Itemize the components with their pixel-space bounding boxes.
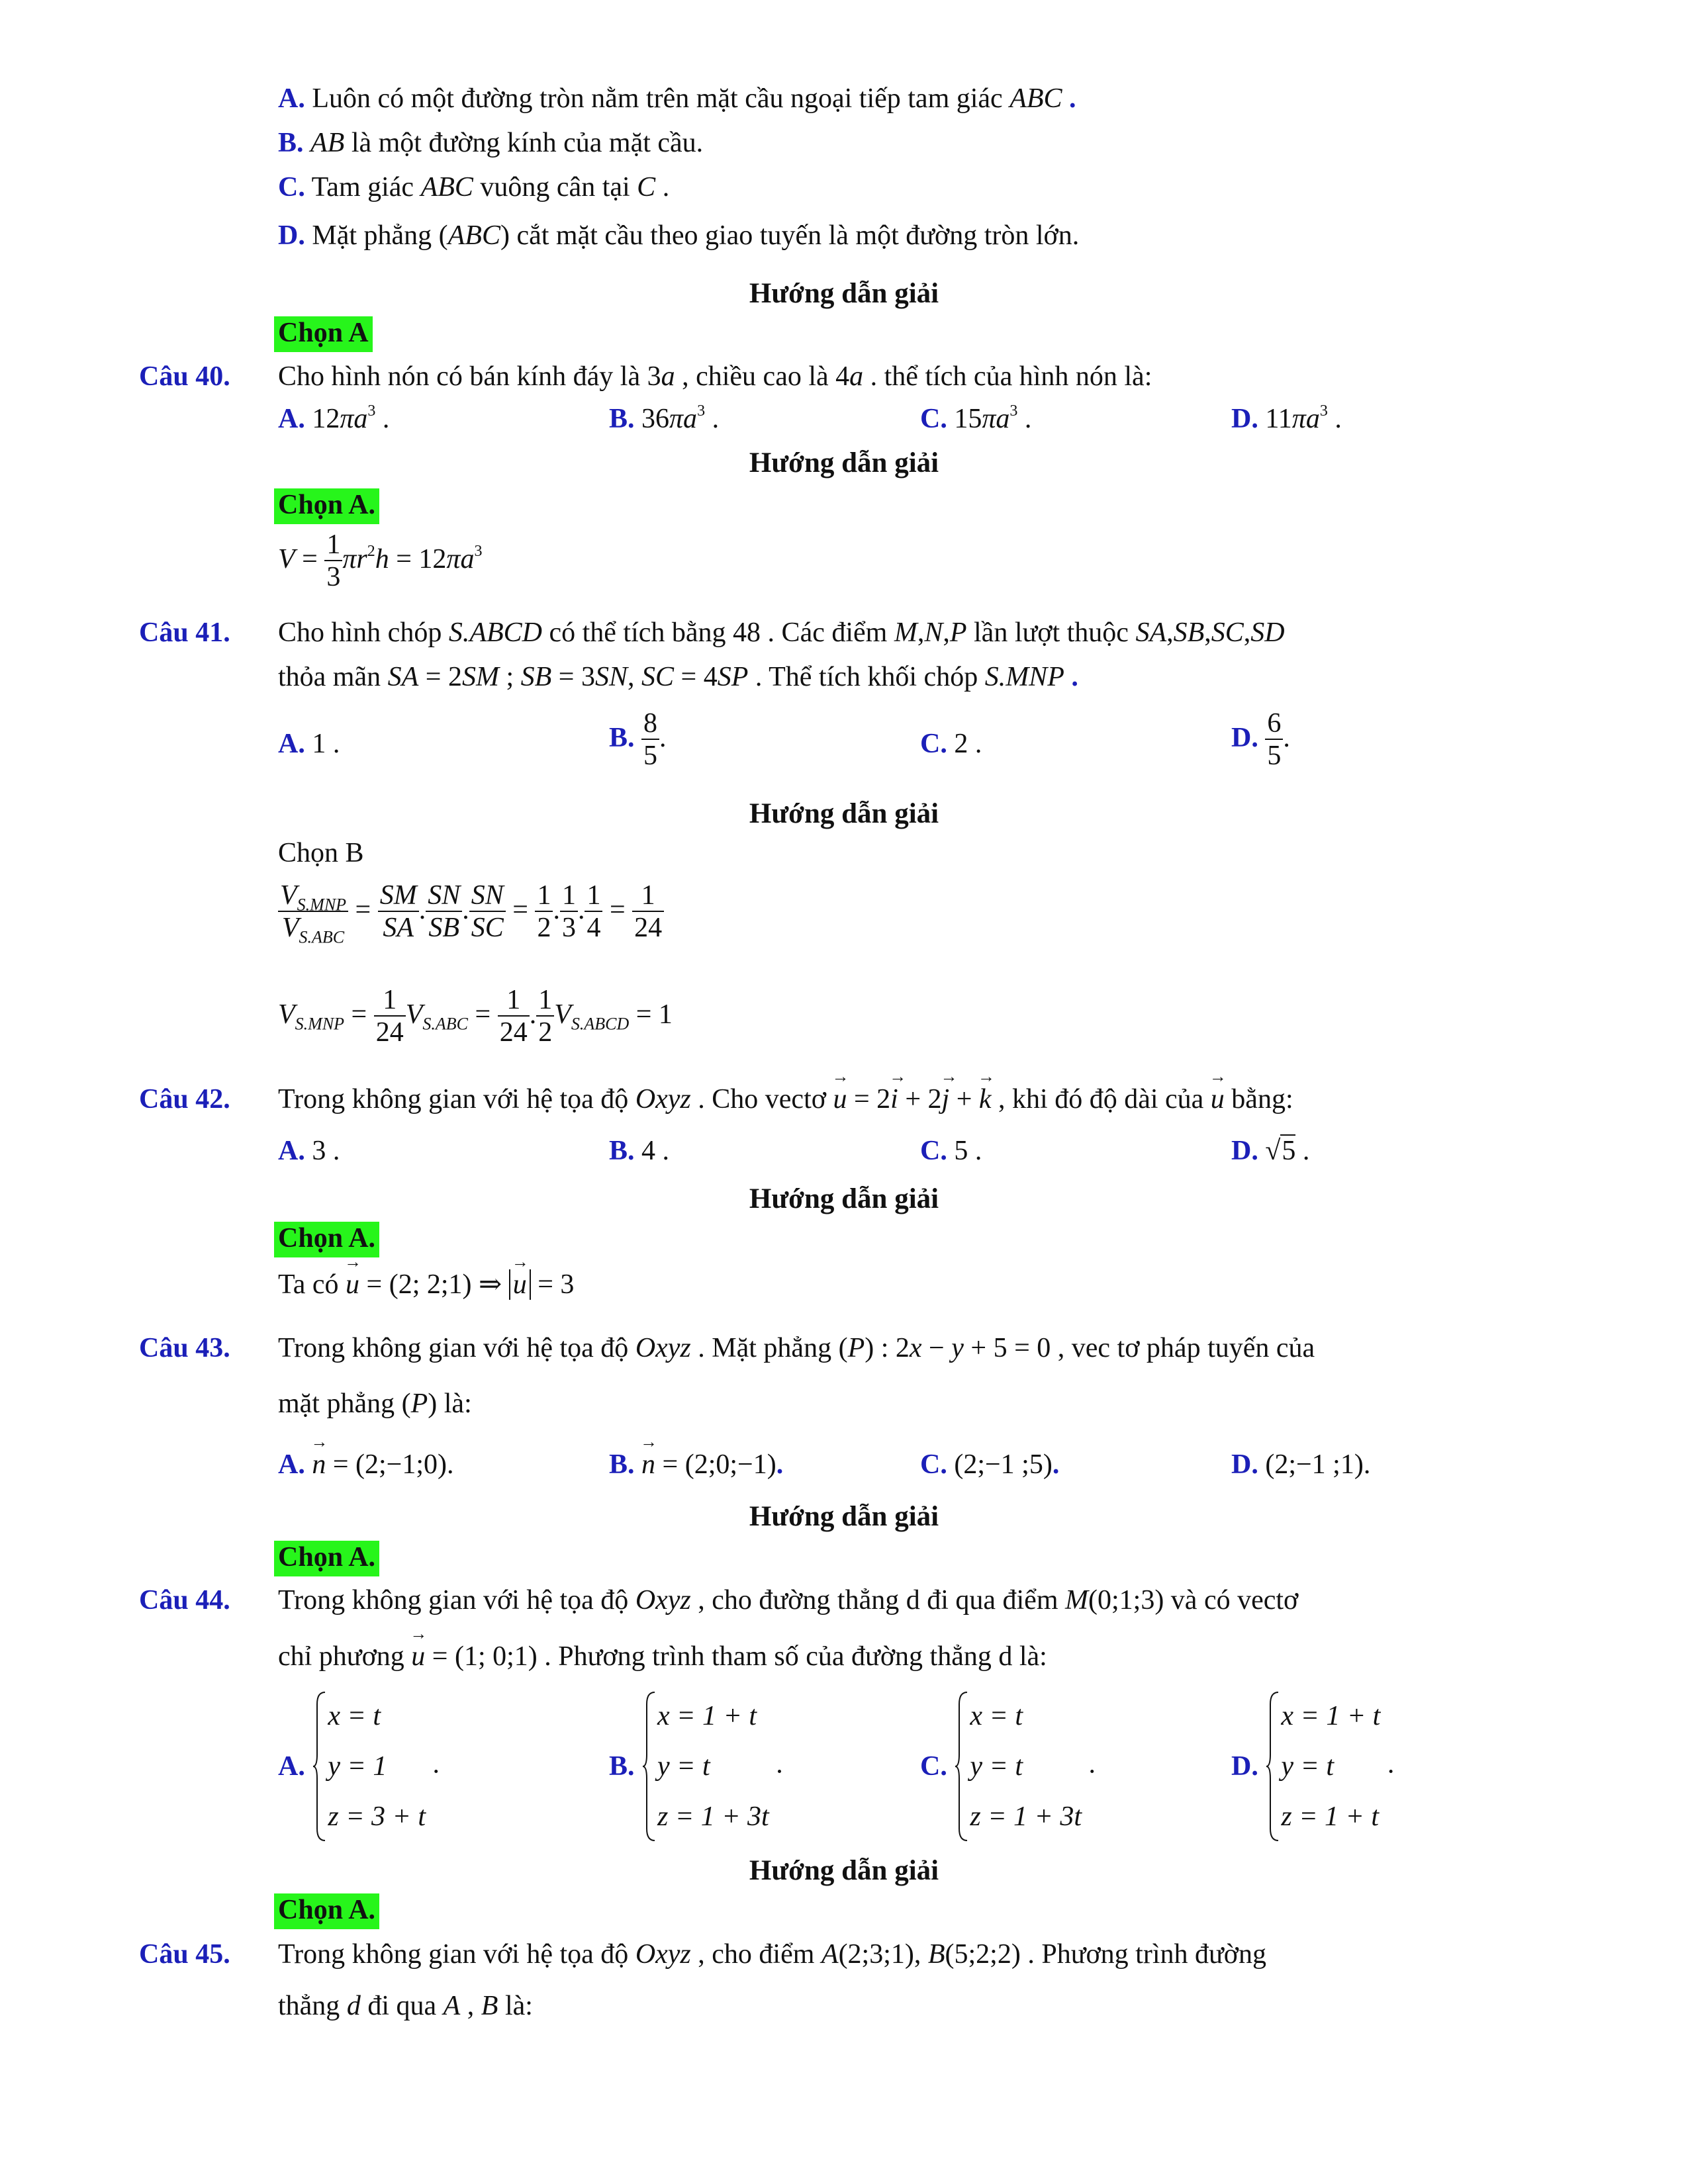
q44-answer: Chọn A. [278, 1896, 379, 1924]
q39-option-c: C. Tam giác ABC vuông cân tại C . [278, 172, 670, 203]
q42-solution: Ta có → u = (2; 2;1) ⇒ → u = 3 [278, 1271, 574, 1298]
q40-option-d: D. $11\pi a^3$ . [1231, 402, 1342, 434]
q41-option-b: B. $\frac{8}{5}$ . [609, 708, 667, 772]
q40-option-a: A. $12\pi a^3$ . [278, 402, 390, 434]
guide-heading-40: Hướng dẫn giải [749, 447, 939, 478]
q40-option-b: B. $36\pi a^3$ . [609, 402, 720, 434]
guide-heading-42: Hướng dẫn giải [749, 1183, 939, 1214]
q39-option-b: B. AB là một đường kính của mặt cầu. [278, 128, 704, 158]
q40-option-c: C. $15\pi a^3$ . [920, 402, 1032, 434]
q39-option-d: D. Mặt phẳng (ABC) cắt mặt cầu theo giao tuyến là một đường tròn lớn. [278, 220, 1080, 251]
guide-heading-44: Hướng dẫn giải [749, 1855, 939, 1886]
q42-option-a: A. 3 . [278, 1136, 340, 1166]
q40-answer: Chọn A. [278, 491, 379, 519]
brace-icon [312, 1691, 326, 1842]
q44-system-c: x = t y = t z = 1 + 3t [954, 1691, 1082, 1842]
q42-option-d: D. √5 . [1231, 1136, 1310, 1166]
q41-label: Câu 41. [139, 617, 230, 648]
q44-option-c: C. x = t y = t z = 1 + 3t . [920, 1691, 1096, 1842]
q45-label: Câu 45. [139, 1939, 230, 1970]
q41-answer: Chọn B [278, 838, 364, 868]
q44-line2: chỉ phương → u = (1; 0;1) . Phương trình tham số của đường thẳng d là: [278, 1643, 1047, 1670]
q41-option-c: C. 2 . [920, 729, 982, 759]
q44-line1: Trong không gian với hệ tọa độ Oxyz , cho đường thẳng d đi qua điểm M(0;1;3) và có vectơ [278, 1585, 1299, 1615]
q41-solution-volume: $V_{S.MNP}$ = $\frac{1}{24}$ $V_{S.ABC}$ = $\frac{1}{24}$ . $\frac{1}{2}$ $V_{S.ABCD} = 1$ [278, 985, 673, 1048]
q44-system-d: x = 1 + t y = t z = 1 + t [1265, 1691, 1380, 1842]
q43-option-b: B. → n = (2;0;−1). [609, 1451, 783, 1479]
q44-option-b: B. x = 1 + t y = t z = 1 + 3t . [609, 1691, 783, 1842]
q40-text: Cho hình nón có bán kính đáy là 3a , chiều cao là 4a . thể tích của hình nón là: [278, 361, 1152, 392]
q45-line2: thẳng d đi qua A , B là: [278, 1991, 533, 2021]
guide-heading-39: Hướng dẫn giải [749, 278, 939, 309]
q41-option-a: A. 1 . [278, 729, 340, 759]
q43-option-c: C. (2;−1 ;5). [920, 1449, 1060, 1480]
q42-option-b: B. 4 . [609, 1136, 670, 1166]
q45-line1: Trong không gian với hệ tọa độ Oxyz , cho điểm A(2;3;1), B(5;2;2) . Phương trình đường [278, 1939, 1266, 1970]
q39-option-a: A. Luôn có một đường tròn nằm trên mặt cầu ngoại tiếp tam giác ABC . [278, 83, 1076, 114]
q40-solution: V = $\frac{1}{3}$ $\pi r^2h = 12\pi a^3$ [278, 529, 483, 593]
q43-answer: Chọn A. [278, 1543, 379, 1571]
q44-system-a: x = t y = 1 z = 3 + t [312, 1691, 426, 1842]
brace-icon [1265, 1691, 1280, 1842]
q43-line2: mặt phẳng (P) là: [278, 1388, 472, 1419]
brace-icon [954, 1691, 968, 1842]
q41-line2: thỏa mãn SA = 2SM ; SB = 3SN, SC = 4SP . Thể tích khối chóp S.MNP . [278, 662, 1078, 692]
q43-option-d: D. (2;−1 ;1). [1231, 1449, 1371, 1480]
q39-answer: Chọn A [278, 319, 373, 347]
q44-label: Câu 44. [139, 1585, 230, 1615]
q41-line1: Cho hình chóp S.ABCD có thể tích bằng 48 . Các điểm M,N,P lần lượt thuộc SA,SB,SC,SD [278, 617, 1285, 648]
q41-option-d: D. $\frac{6}{5}$ . [1231, 708, 1290, 772]
q41-solution-ratio: $\frac{V_{S.MNP}}{V_{S.ABC}}$ = $\frac{SM}{SA}$ . $\frac{SN}{SB}$ . $\frac{SN}{SC}$ = $\frac{1}{2}$ . $\frac{1}{3}$ . $\frac{1}{4}$ = $\frac{1}{24}$ [278, 880, 664, 944]
q44-option-a: A. x = t y = 1 z = 3 + t . [278, 1691, 440, 1842]
brace-icon [641, 1691, 656, 1842]
q43-label: Câu 43. [139, 1333, 230, 1363]
q42-label: Câu 42. [139, 1084, 230, 1115]
q43-line1: Trong không gian với hệ tọa độ Oxyz . Mặt phẳng (P) : 2x − y + 5 = 0 , vec tơ pháp tuyến của [278, 1333, 1315, 1363]
q44-option-d: D. x = 1 + t y = t z = 1 + t . [1231, 1691, 1394, 1842]
q40-label: Câu 40. [139, 361, 230, 392]
q42-answer: Chọn A. [278, 1224, 379, 1252]
q44-system-b: x = 1 + t y = t z = 1 + 3t [641, 1691, 769, 1842]
q42-option-c: C. 5 . [920, 1136, 982, 1166]
guide-heading-41: Hướng dẫn giải [749, 798, 939, 829]
q43-option-a: A. → n = (2;−1;0). [278, 1451, 454, 1479]
guide-heading-43: Hướng dẫn giải [749, 1501, 939, 1532]
q42-text: Trong không gian với hệ tọa độ Oxyz . Cho vectơ → u = 2→ i + 2→ j + → k , khi đó độ dài của → u bằng: [278, 1085, 1293, 1113]
